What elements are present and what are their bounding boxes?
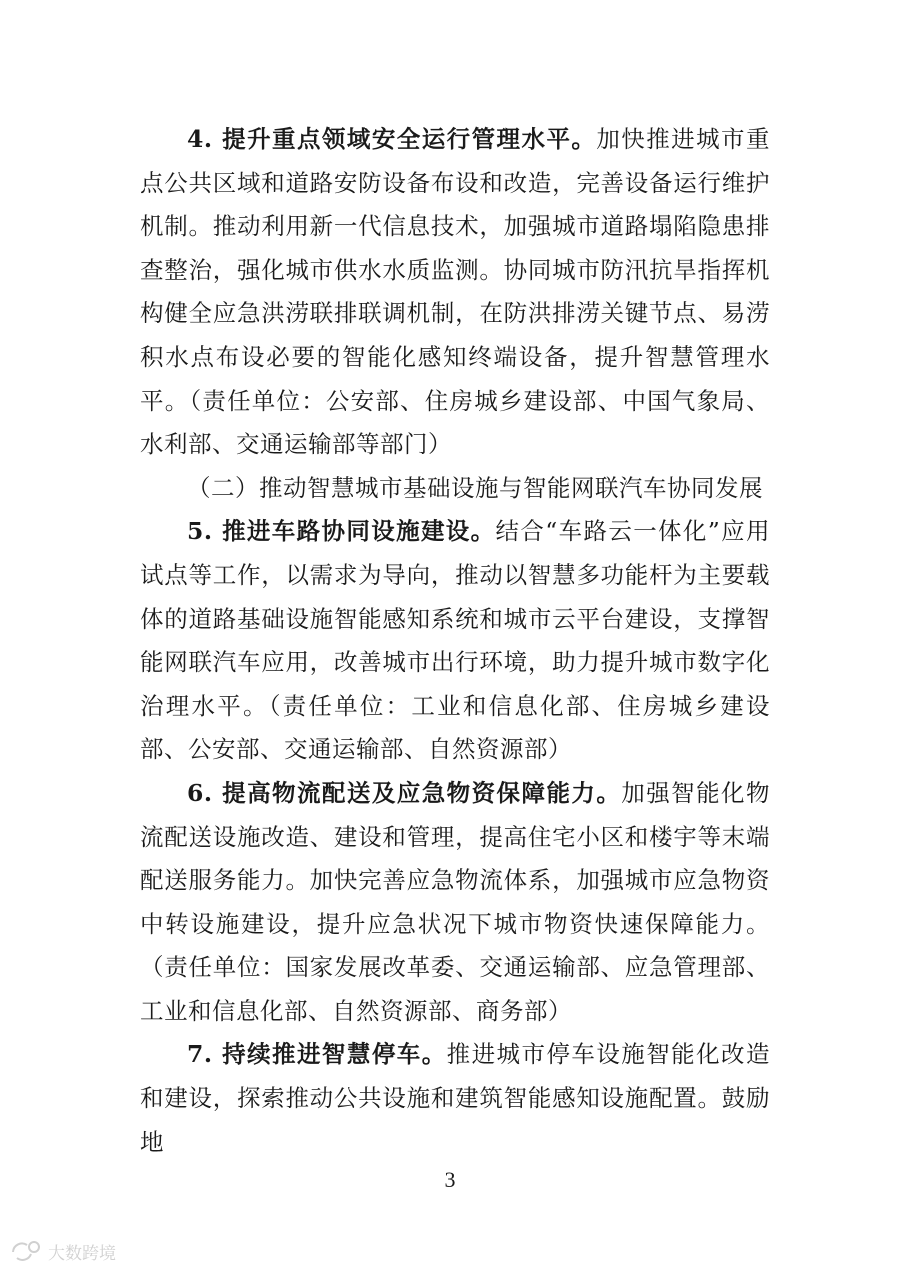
logo-icon [10,1238,44,1264]
item-4-body: 加快推进城市重点公共区域和道路安防设备布设和改造，完善设备运行维护机制。推动利用新一代信息技术，加强城市道路塌陷隐患排查整治，强化城市供水水质监测。协同城市防汛抗旱指挥机构健全应急洪涝联排联调机制，在防洪排涝关键节点、易涝积水点布设必要的智能化感知终端设备，提升智慧管理水平。（责任单位：公安部、住房城乡建设部、中国气象局、水利部、交通运输部等部门） [140,125,770,459]
watermark [10,1236,116,1266]
item-6-paragraph [140,772,770,1034]
item-5-body: 结合“车路云一体化”应用试点等工作，以需求为导向，推动以智慧多功能杆为主要载体的道路基础设施智能感知系统和城市云平台建设，支撑智能网联汽车应用，改善城市出行环境，助力提升城市数字化治理水平。（责任单位：工业和信息化部、住房城乡建设部、公安部、交通运输部、自然资源部） [140,517,771,764]
page-number: 3 [444,1167,456,1192]
item-7-paragraph [140,1033,770,1164]
item-6-heading: 6. 提高物流配送及应急物资保障能力。 [187,778,622,807]
item-4-heading: 4. 提升重点领域安全运行管理水平。 [187,125,597,153]
section-heading: （二）推动智慧城市基础设施与智能网联汽车协同发展 [187,473,763,502]
item-5-paragraph [140,510,770,772]
item-7-body: 推进城市停车设施智能化改造和建设，探索推动公共设施和建筑智能感知设施配置。鼓励地 [140,1040,771,1156]
item-7-heading: 7. 持续推进智慧停车。 [187,1040,447,1069]
watermark-text: 大数跨境 [48,1243,116,1264]
item-4-paragraph [140,118,770,467]
item-6-body: 加强智能化物流配送设施改造、建设和管理，提高住宅小区和楼宇等末端配送服务能力。加快完善应急物流体系，加强城市应急物资中转设施建设，提升应急状况下城市物资快速保障能力。（责任单位：国家发展改革委、交通运输部、应急管理部、工业和信息化部、自然资源部、商务部） [140,778,771,1025]
document-body [140,118,770,1164]
item-5-heading: 5. 推进车路协同设施建设。 [187,517,496,546]
